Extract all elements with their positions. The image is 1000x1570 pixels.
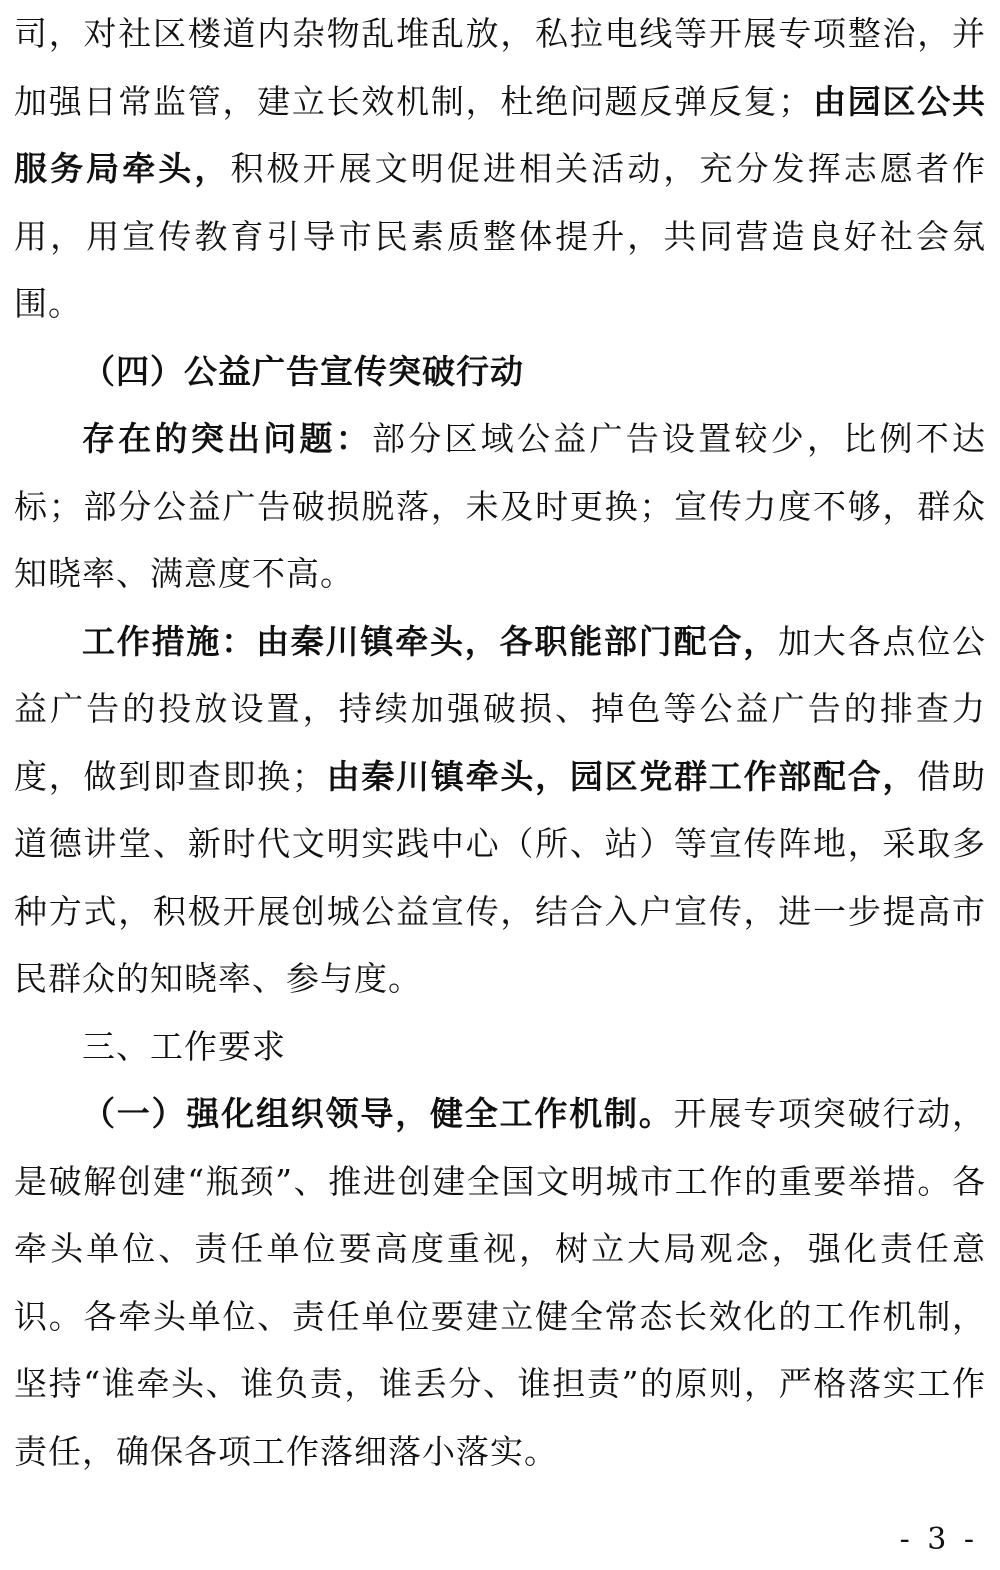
paragraph-text: 借助道德讲堂、新时代文明实践中心（所、站）等宣传阵地，采取多种方式，积极开展创城公益宣传，结合入户宣传，进一步提高市民群众的知晓率、参与度。 (14, 756, 987, 998)
paragraph-community-rectification (14, 0, 986, 338)
bold-lead-department: 由秦川镇牵头，园区党群工作部配合， (325, 756, 918, 796)
bold-lead-department: 由园区公共服务局牵头， (14, 81, 987, 188)
bold-label-problems: 存在的突出问题： (82, 419, 372, 458)
bold-subheading-organization: （一）强化组织领导，健全工作机制。 (82, 1094, 674, 1133)
section-heading-requirements: 三、工作要求 (82, 1026, 286, 1066)
page-number: - 3 - (899, 1522, 978, 1557)
paragraph-text: 加大各点位公益广告的投放设置，持续加强破损、掉色等公益广告的排查力度，做到即查即换； (14, 621, 987, 796)
bold-label-measures: 工作措施：由秦川镇牵头，各职能部门配合， (82, 621, 778, 661)
paragraph-text: 开展专项突破行动，是破解创建“瓶颈”、推进创建全国文明城市工作的重要举措。各牵头单位、责任单位要高度重视，树立大局观念，强化责任意识。各牵头单位、责任单位要建立健全常态长效化的工作机制，坚持“谁牵头、谁负责，谁丢分、谁担责”的原则，严格落实工作责任，确保各项工作落细落小落实。 (14, 1094, 987, 1471)
paragraph-text: 积极开展文明促进相关活动，充分发挥志愿者作用，用宣传教育引导市民素质整体提升，共同营造良好社会氛围。 (14, 149, 987, 323)
paragraph-text: 部分区域公益广告设置较少，比例不达标；部分公益广告破损脱落，未及时更换；宣传力度不够，群众知晓率、满意度不高。 (14, 419, 986, 593)
paragraph-text: 司，对社区楼道内杂物乱堆乱放，私拉电线等开展专项整治，并加强日常监管，建立长效机制，杜绝问题反弹反复； (14, 14, 986, 121)
section-heading-public-ads: （四）公益广告宣传突破行动 (82, 351, 524, 391)
document-page (14, 0, 986, 1485)
paragraph-measures (14, 608, 986, 1013)
paragraph-organization (14, 1080, 986, 1485)
paragraph-problems (14, 405, 986, 608)
